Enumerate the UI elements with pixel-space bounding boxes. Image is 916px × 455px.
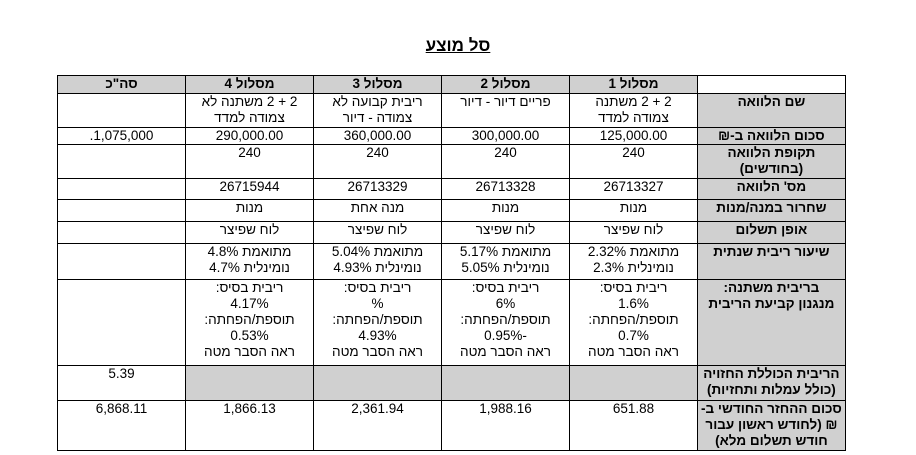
cell: מנות	[570, 200, 698, 222]
cell: מנות	[442, 200, 570, 222]
row-amount	[58, 128, 846, 145]
row-period	[58, 145, 846, 179]
row-release	[58, 200, 846, 222]
cell: 1,988.16	[442, 401, 570, 451]
cell-shaded	[314, 366, 442, 401]
cell-total	[58, 222, 186, 244]
cell-total	[58, 94, 186, 128]
cell-total	[58, 179, 186, 200]
cell-total: 5.39	[58, 366, 186, 401]
cell: מנות	[186, 200, 314, 222]
row-label: שיעור ריבית שנתית	[698, 244, 846, 280]
cell: מנה אחת	[314, 200, 442, 222]
cell: 290,000.00	[186, 128, 314, 145]
row-overall-rate	[58, 366, 846, 401]
cell: 26713327	[570, 179, 698, 200]
page-title: סל מוצע	[425, 36, 491, 55]
header-track-2: מסלול 2	[442, 76, 570, 94]
cell-total: 1,075,000.	[58, 128, 186, 145]
cell: ריבית בסיס: 6% תוספת/הפחתה: -0.95% ראה הסבר מטה	[442, 280, 570, 366]
cell-total: 6,868.11	[58, 401, 186, 451]
cell: 2 + 2 משתנה לא צמודה למדד	[186, 94, 314, 128]
cell-total	[58, 145, 186, 179]
cell: 26713329	[314, 179, 442, 200]
cell: לוח שפיצר	[442, 222, 570, 244]
header-track-3: מסלול 3	[314, 76, 442, 94]
header-track-1: מסלול 1	[570, 76, 698, 94]
cell-total	[58, 200, 186, 222]
row-label: אופן תשלום	[698, 222, 846, 244]
cell: מתואמת 5.04% נומינלית 4.93%	[314, 244, 442, 280]
cell: 360,000.00	[314, 128, 442, 145]
cell-total	[58, 244, 186, 280]
row-label: הריבית הכוללת החזויה (כולל עמלות ותחזיות)	[698, 366, 846, 401]
cell: 2 + 2 משתנה צמודה למדד	[570, 94, 698, 128]
row-label: שחרור במנה/מנות	[698, 200, 846, 222]
cell: פריים דיור - דיור	[442, 94, 570, 128]
header-track-4: מסלול 4	[186, 76, 314, 94]
cell: 26713328	[442, 179, 570, 200]
row-monthly-payment	[58, 401, 846, 451]
cell: 240	[570, 145, 698, 179]
cell-total	[58, 280, 186, 366]
cell: 1,866.13	[186, 401, 314, 451]
row-label: בריבית משתנה: מנגנון קביעת הריבית	[698, 280, 846, 366]
cell: ריבית בסיס: 4.17% תוספת/הפחתה: 0.53% ראה הסבר מטה	[186, 280, 314, 366]
cell: לוח שפיצר	[186, 222, 314, 244]
cell: 300,000.00	[442, 128, 570, 145]
row-loan-name	[58, 94, 846, 128]
row-payment	[58, 222, 846, 244]
cell: ריבית בסיס: % תוספת/הפחתה: 4.93% ראה הסבר מטה	[314, 280, 442, 366]
header-total: סה"כ	[58, 76, 186, 94]
cell: מתואמת 5.17% נומינלית 5.05%	[442, 244, 570, 280]
cell: מתואמת 4.8% נומינלית 4.7%	[186, 244, 314, 280]
cell: 240	[314, 145, 442, 179]
row-variable-rate	[58, 280, 846, 366]
cell: 240	[186, 145, 314, 179]
cell: 240	[442, 145, 570, 179]
cell: 2,361.94	[314, 401, 442, 451]
row-label: תקופת הלוואה (בחודשים)	[698, 145, 846, 179]
header-row	[58, 76, 846, 94]
header-spacer	[698, 76, 846, 94]
cell-shaded	[442, 366, 570, 401]
cell: מתואמת 2.32% נומינלית 2.3%	[570, 244, 698, 280]
loan-basket-table	[57, 75, 846, 451]
cell-shaded	[186, 366, 314, 401]
cell: לוח שפיצר	[314, 222, 442, 244]
cell-shaded	[570, 366, 698, 401]
cell: ריבית קבועה לא צמודה - דיור	[314, 94, 442, 128]
row-label: מס' הלוואה	[698, 179, 846, 200]
cell: 125,000.00	[570, 128, 698, 145]
cell: לוח שפיצר	[570, 222, 698, 244]
cell: 651.88	[570, 401, 698, 451]
row-label: שם הלוואה	[698, 94, 846, 128]
row-rate	[58, 244, 846, 280]
row-loan-number	[58, 179, 846, 200]
cell: 26715944	[186, 179, 314, 200]
row-label: סכום ההחזר החודשי ב- ₪ (לחודש ראשון עבור חודש תשלום מלא)	[698, 401, 846, 451]
cell: ריבית בסיס: 1.6% תוספת/הפחתה: 0.7% ראה הסבר מטה	[570, 280, 698, 366]
row-label: סכום הלוואה ב-₪	[698, 128, 846, 145]
